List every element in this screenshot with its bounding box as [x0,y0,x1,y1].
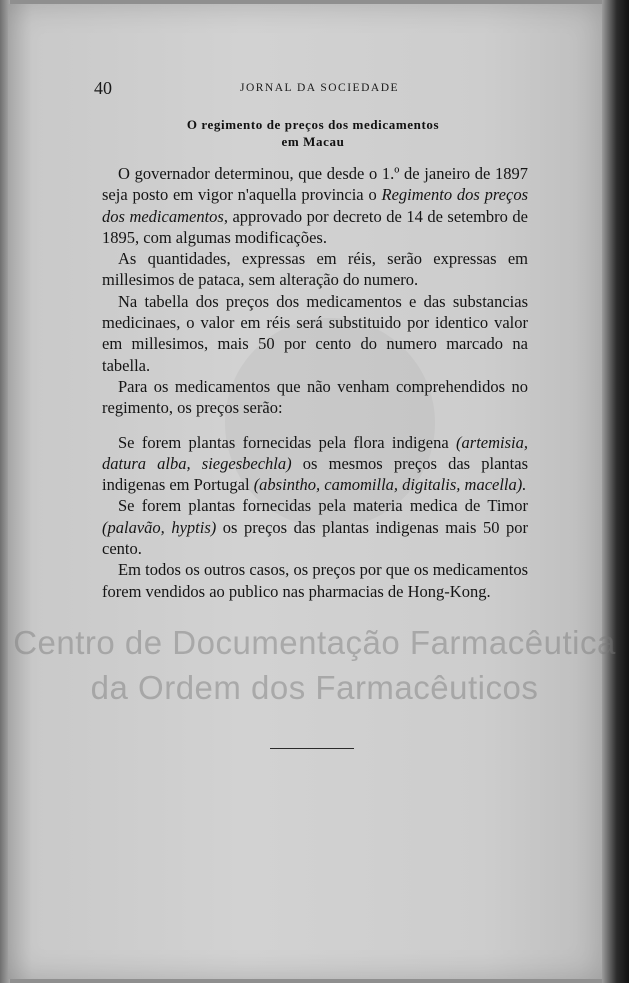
paragraph-text: , approvado por decreto de 14 de setembro de 1895, com algumas modificações. [102,206,528,247]
page-header [0,78,629,102]
paragraph-text: os mesmos preços das plantas indigenas em Portugal [102,453,528,495]
article-title-line2: em Macau [281,134,345,149]
paragraph-intro-list: Para os medicamentos que não venham comprehendidos no regimento, os preços serão: [102,376,528,418]
plant-list-timor: (palavão, hyptis) [102,517,217,537]
watermark-line2: da Ordem dos Farmacêuticos [90,669,539,706]
article-title-line1: O regimento de preços dos medicamentos [186,117,440,132]
paragraph-text: Se forem plantas fornecidas pela flora indigena [118,432,457,452]
plant-list-macau: (artemisia, datura alba, siegesbechla) [102,432,528,473]
paragraph-text: Se forem plantas fornecidas pela materia medica de Timor [118,496,528,516]
article-title [98,116,528,150]
book-spine-edge [602,0,629,983]
end-rule [270,748,354,749]
plant-list-portugal: (absintho, camomilla, digitalis, macella). [253,475,527,495]
watermark-line1: Centro de Documentação Farmacêutica [13,624,616,661]
regimento-title: Regimento dos preços dos medicamentos [102,185,528,226]
paragraph-flora [102,432,528,496]
running-title: JORNAL DA SOCIEDADE [239,82,400,94]
paragraph-other-cases: Em todos os outros casos, os preços por que os medicamentos forem vendidos ao publico nas pharmacias de Hong-Kong. [102,560,528,601]
paragraph-text: os preços das plantas indigenas mais 50 por cento. [102,517,529,559]
paragraph-decree [102,163,528,248]
paragraph-text: O governador determinou, que desde o 1.º de janeiro de 1897 seja posto em vigor n'aquella provincia o [102,164,528,205]
article-body [102,163,528,602]
paragraph-timor [102,495,528,559]
paragraph-table: Na tabella dos preços dos medicamentos e das substancias medicinaes, o valor em réis será substituido por identico valor em millesimos, mais 50 por cento do numero marcado na tabella. [102,291,528,375]
page-number: 40 [94,78,112,98]
paragraph-quantities: As quantidades, expressas em réis, serão expressas em millesimos de pataca, sem alteração do numero. [102,249,528,290]
